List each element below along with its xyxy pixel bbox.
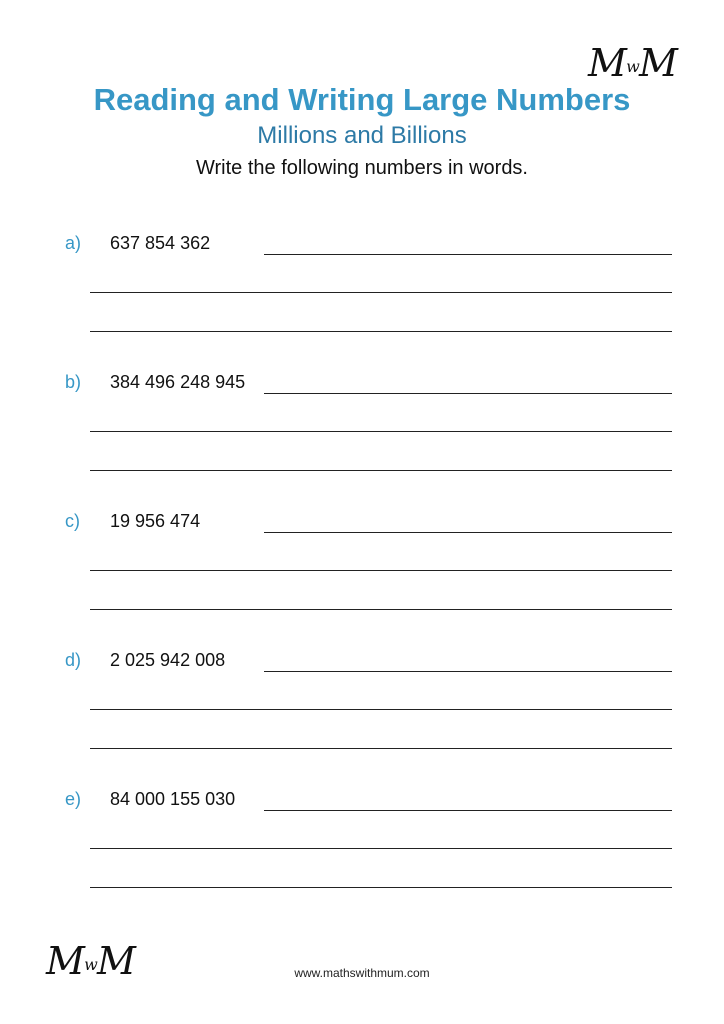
answer-line[interactable] — [90, 292, 672, 293]
question-a — [0, 233, 724, 343]
question-number: 84 000 155 030 — [110, 789, 236, 809]
question-letter: b) — [65, 372, 82, 392]
logo-letter-left: M — [46, 939, 85, 983]
answer-line[interactable] — [264, 671, 672, 672]
page-subtitle: Millions and Billions — [257, 122, 467, 149]
answer-line[interactable] — [264, 254, 672, 255]
footer-url: www.mathswithmum.com — [294, 966, 430, 980]
question-number: 19 956 474 — [110, 511, 201, 531]
answer-line[interactable] — [90, 431, 672, 432]
logo-letter-right: M — [638, 41, 678, 85]
page-title: Reading and Writing Large Numbers — [93, 82, 631, 117]
question-d — [0, 650, 724, 760]
question-letter: d) — [65, 650, 82, 670]
answer-line[interactable] — [264, 532, 672, 533]
logo-top — [588, 41, 678, 85]
logo-letter-left: M — [588, 41, 627, 85]
answer-line[interactable] — [90, 470, 672, 471]
question-number: 2 025 942 008 — [110, 650, 226, 670]
question-b — [0, 372, 724, 482]
answer-line[interactable] — [264, 393, 672, 394]
question-letter: e) — [65, 789, 82, 809]
answer-line[interactable] — [90, 331, 672, 332]
question-number: 637 854 362 — [110, 233, 211, 253]
logo-letter-right: M — [96, 939, 136, 983]
logo-letter-middle: w — [84, 955, 98, 975]
question-e — [0, 789, 724, 899]
question-number: 384 496 248 945 — [110, 372, 246, 392]
logo-letter-middle: w — [626, 57, 640, 77]
question-letter: c) — [65, 511, 80, 531]
answer-line[interactable] — [90, 709, 672, 710]
answer-line[interactable] — [90, 848, 672, 849]
question-c — [0, 511, 724, 621]
answer-line[interactable] — [90, 887, 672, 888]
instruction-text: Write the following numbers in words. — [196, 157, 528, 179]
question-letter: a) — [65, 233, 82, 253]
answer-line[interactable] — [264, 810, 672, 811]
answer-line[interactable] — [90, 609, 672, 610]
answer-line[interactable] — [90, 748, 672, 749]
answer-line[interactable] — [90, 570, 672, 571]
